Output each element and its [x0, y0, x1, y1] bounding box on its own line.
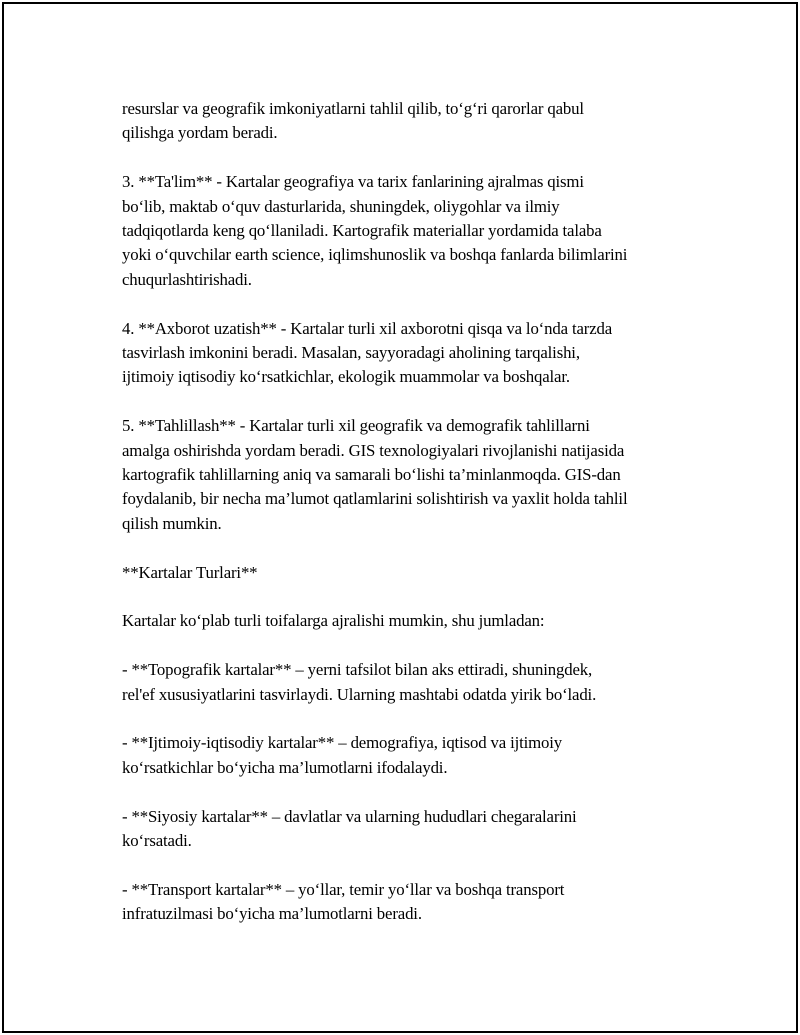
text-line: bo‘lib, maktab o‘quv dasturlarida, shuningdek, oliygohlar va ilmiy	[122, 196, 560, 216]
text-line: - **Topografik kartalar** – yerni tafsilot bilan aks ettiradi, shuningdek,	[122, 660, 593, 680]
paragraph-point-5-tahlillash	[122, 414, 722, 536]
text-line: 4. **Axborot uzatish** - Kartalar turli xil axborotni qisqa va lo‘nda tarzda	[122, 318, 613, 338]
paragraph-point-4-axborot	[122, 317, 722, 390]
text-line: qilishga yordam beradi.	[122, 123, 278, 143]
text-line: 5. **Tahlillash** - Kartalar turli xil geografik va demografik tahlillarni	[122, 416, 590, 436]
list-item-transport	[122, 878, 722, 927]
text-line: **Kartalar Turlari**	[122, 562, 258, 582]
text-line: tasvirlash imkonini beradi. Masalan, sayyoradagi aholining tarqalishi,	[122, 343, 580, 363]
paragraph-intro-continuation	[122, 97, 722, 146]
text-line: tadqiqotlarda keng qo‘llaniladi. Kartografik materiallar yordamida talaba	[122, 221, 602, 241]
text-line: Kartalar ko‘plab turli toifalarga ajralishi mumkin, shu jumladan:	[122, 611, 545, 631]
text-line: rel'ef xususiyatlarini tasvirlaydi. Ularning mashtabi odatda yirik bo‘ladi.	[122, 684, 597, 704]
paragraph-point-3-talim	[122, 170, 722, 292]
list-item-topografik	[122, 658, 722, 707]
text-line: qilish mumkin.	[122, 513, 222, 533]
text-line: chuqurlashtirishadi.	[122, 269, 252, 289]
text-line: kartografik tahlillarning aniq va samarali bo‘lishi ta’minlanmoqda. GIS-dan	[122, 465, 621, 485]
list-item-ijtimoiy	[122, 731, 722, 780]
list-item-siyosiy	[122, 805, 722, 854]
page-frame	[2, 2, 798, 1033]
text-line: ko‘rsatadi.	[122, 831, 192, 851]
section-heading-kartalar-turlari	[122, 561, 722, 585]
text-line: - **Transport kartalar** – yo‘llar, temir yo‘llar va boshqa transport	[122, 879, 565, 899]
text-line: - **Ijtimoiy-iqtisodiy kartalar** – demografiya, iqtisod va ijtimoiy	[122, 733, 563, 753]
text-line: 3. **Ta'lim** - Kartalar geografiya va tarix fanlarining ajralmas qismi	[122, 172, 584, 192]
paragraph-types-intro	[122, 609, 722, 633]
text-line: resurslar va geografik imkoniyatlarni tahlil qilib, to‘g‘ri qarorlar qabul	[122, 99, 584, 118]
text-line: yoki o‘quvchilar earth science, iqlimshunoslik va boshqa fanlarda bilimlarini	[122, 245, 628, 265]
text-line: ijtimoiy iqtisodiy ko‘rsatkichlar, ekologik muammolar va boshqalar.	[122, 367, 570, 387]
text-line: infratuzilmasi bo‘yicha ma’lumotlarni beradi.	[122, 904, 422, 924]
text-line: ko‘rsatkichlar bo‘yicha ma’lumotlarni ifodalaydi.	[122, 757, 448, 777]
text-line: - **Siyosiy kartalar** – davlatlar va ularning hududlari chegaralarini	[122, 806, 577, 826]
text-line: foydalanib, bir necha ma’lumot qatlamlarini solishtirish va yaxlit holda tahlil	[122, 489, 628, 509]
document-body	[122, 97, 722, 951]
text-line: amalga oshirishda yordam beradi. GIS texnologiyalari rivojlanishi natijasida	[122, 440, 625, 460]
